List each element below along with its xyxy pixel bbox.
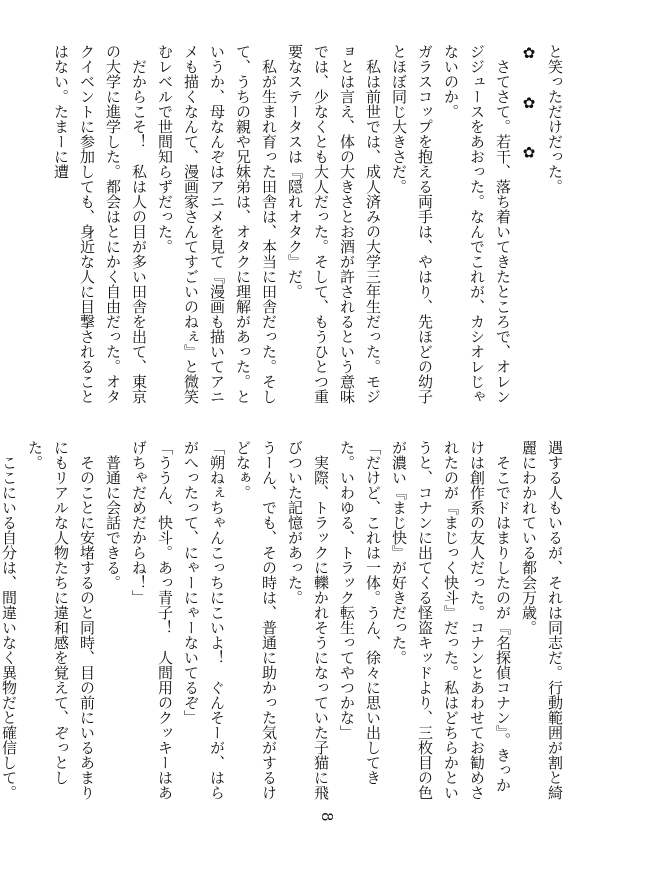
upper-text-tier xyxy=(52,44,568,404)
text-paragraph: そのことに安堵するのと同時、目の前にいるあまりにもリアルな人物たちに違和感を覚えて、ぞっとした。 xyxy=(26,440,96,800)
text-paragraph: そこでドはまりしたのが『名探偵コナン』。きっかけは創作系の友人だった。コナンとあわせてお勧めされたのが『まじっく快斗』だった。私はどちらかというと、コナンに出てくる怪盗キッドより、三枚目の色が濃い『まじ快』が好きだった。 xyxy=(390,440,512,800)
text-paragraph: と笑っただけだった。 xyxy=(546,44,564,194)
text-paragraph: 実際、トラックに轢かれそうになっていた子猫に飛びついた記憶があった。 xyxy=(286,440,330,800)
text-paragraph: 私が生まれ育った田舎は、本当に田舎だった。そして、うちの親や兄妹弟は、オタクに理解があった。というか、母なんぞはアニメを見て『漫画も描いてアニメも描くなんて、漫画家さんてすごいのねぇ』と微笑むレベルで世間知らずだった。 xyxy=(156,44,278,404)
text-paragraph: さてさて。若干、落ち着いてきたところで、オレンジジュースをあおった。なんでこれが、カシオレじゃないのか。 xyxy=(442,44,512,404)
dialogue-line: 「ううん、快斗。あっ青子！ 人間用のクッキーはあげちゃだめだからね！」 xyxy=(130,440,174,800)
dialogue-line: 「朔ねぇちゃんこっちにこいよ！ ぐんそーが、はらがへったって、にゃーにゃーないてるぞ」 xyxy=(182,440,226,800)
dialogue-line: 「だけど、これは一体。うん、徐々に思い出してきた。いわゆる、トラック転生ってやつかな」 xyxy=(338,440,382,785)
text-paragraph: ここにいる自分は、間違いなく異物だと確信して。 xyxy=(0,455,18,800)
text-paragraph: ガラスコップを抱える両手は、やはり、先ほどの幼子とほぼ同じ大きさだ。 xyxy=(390,44,434,404)
lower-text-tier xyxy=(0,440,568,800)
text-paragraph: うーん、でも、その時は、普通に助かった気がするけどなぁ。 xyxy=(234,440,278,800)
page-number: 8 xyxy=(318,812,336,822)
text-paragraph: だからこそ！ 私は人の目が多い田舎を出て、東京の大学に進学した。都会はとにかく自由だった。オタクイベントに参加しても、身近な人に目撃されることはない。たまーに遭 xyxy=(52,44,148,404)
text-paragraph: 普通に会話できる。 xyxy=(104,455,122,590)
text-paragraph: 私は前世では、成人済みの大学三年生だった。モジョとは言え、体の大きさとお酒が許されるという意味では、少なくとも大人だった。そして、もうひとつ重要なステータスは『隠れオタク』だ。 xyxy=(286,44,382,404)
section-break-ornament: ✿ ✿ ✿ xyxy=(520,44,538,176)
text-paragraph: 遇する人もいるが、それは同志だ。行動範囲が割と綺麗にわかれている都会万歳。 xyxy=(520,440,564,800)
